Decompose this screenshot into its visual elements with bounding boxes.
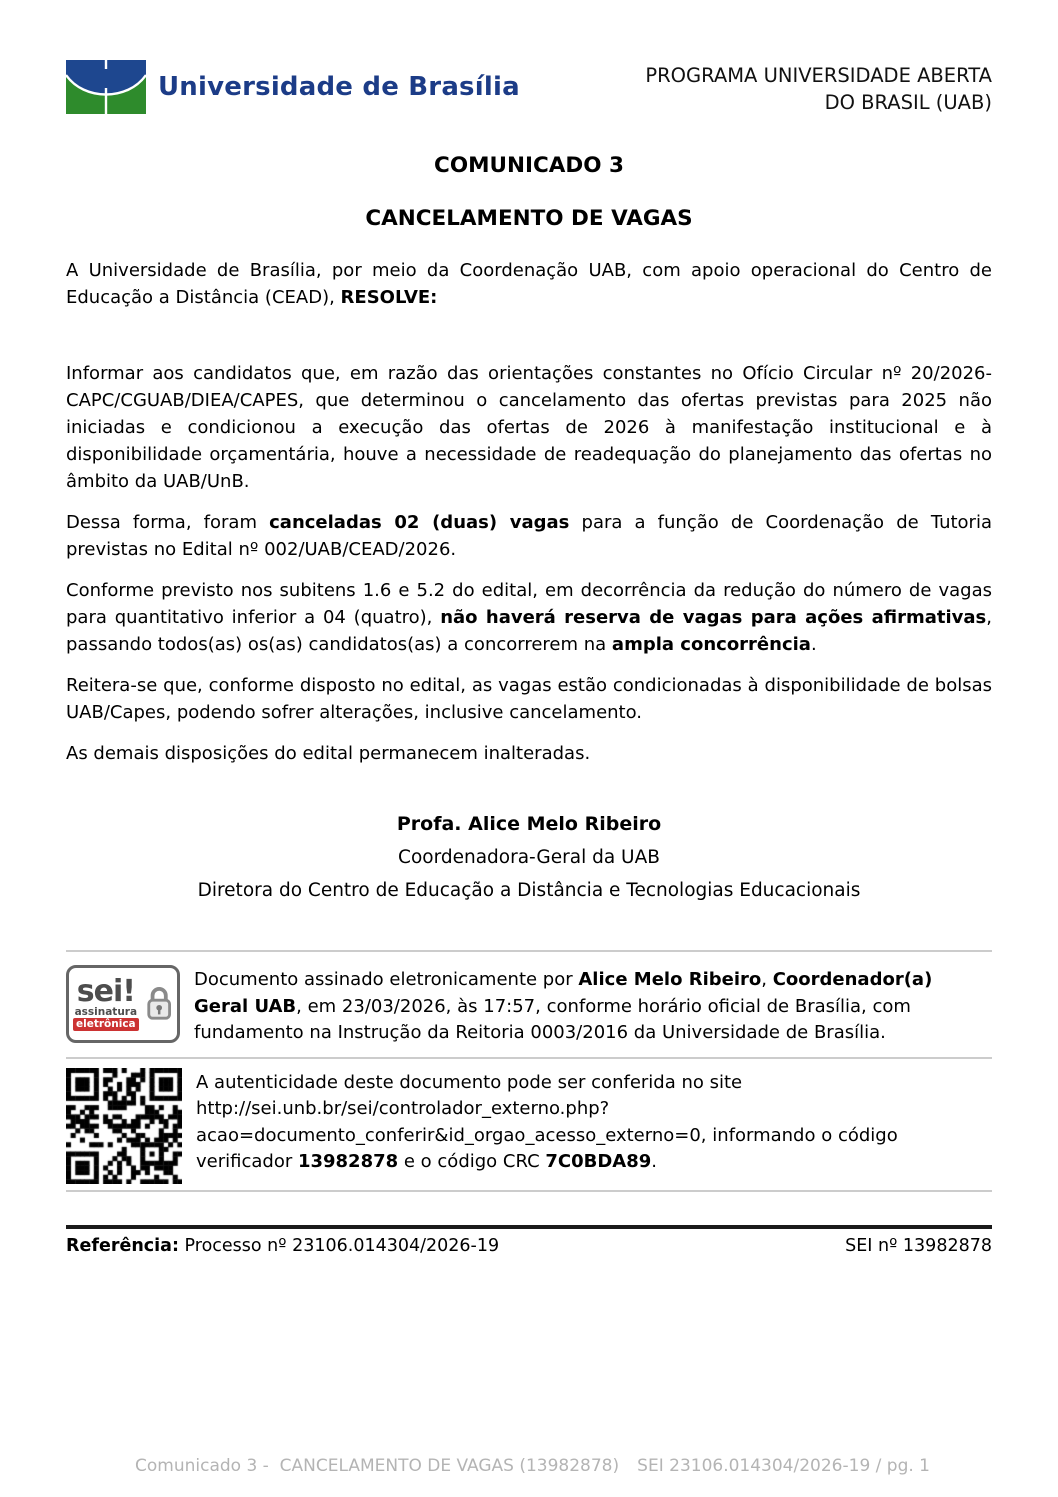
unb-brand: [66, 60, 520, 114]
reference-value: Processo nº 23106.014304/2026-19: [178, 1235, 500, 1256]
reference-divider: [66, 1225, 992, 1229]
sei-eletronica-label: eletrônica: [73, 1018, 139, 1031]
sei-brand: sei!: [76, 973, 135, 1009]
text-segment: Informar aos candidatos que, em razão das orientações constantes no Ofício Circular nº 20/2026-CAPC/CGUAB/DIEA/CAPES, que determinou o cancelamento das ofertas previstas para 2025 não iniciadas e condicionou a execução das ofertas de 2026 à manifestação institucional e à disponibilidade orçamentária, houve a necessidade de readequação do planejamento das ofertas no âmbito da UAB/UnB.: [66, 363, 992, 492]
separator-bottom: [66, 1190, 992, 1192]
text-segment: As demais disposições do edital permanecem inalteradas.: [66, 743, 591, 764]
paragraph-reitera: [66, 672, 992, 726]
qr-code: [66, 1068, 182, 1184]
page-title: COMUNICADO 3: [434, 153, 624, 178]
authenticity-block: [66, 1068, 992, 1184]
text-segment: Alice Melo Ribeiro: [578, 969, 762, 990]
reference-process: [66, 1236, 499, 1256]
page-footer: [135, 1456, 930, 1476]
signature-block: [66, 813, 992, 901]
text-segment: Reitera-se que, conforme disposto no edital, as vagas estão condicionadas à disponibilidade de bolsas UAB/Capes, podendo sofrer alterações, inclusive cancelamento.: [66, 675, 992, 723]
text-segment: , passando todos(as) os(as) candidatos(as) a concorrerem na: [66, 607, 992, 655]
separator-middle: [66, 1057, 992, 1059]
separator-top: [66, 950, 992, 952]
paragraph-demais: [66, 740, 992, 767]
text-segment: A Universidade de Brasília, por meio da Coordenação UAB, com apoio operacional do Centro de Educação a Distância (CEAD),: [66, 260, 992, 308]
paragraph-reserva-vagas: [66, 577, 992, 658]
footer-sei-page-label: SEI 23106.014304/2026-19 / pg. 1: [637, 1456, 930, 1476]
signature-statement: [194, 965, 992, 1047]
text-segment: http://sei.unb.br/sei/controlador_externo.php?: [196, 1098, 610, 1119]
unb-logo-icon: [66, 60, 146, 114]
header: [66, 0, 992, 116]
text-segment: ampla concorrência: [611, 634, 811, 655]
signer-name: Profa. Alice Melo Ribeiro: [396, 813, 662, 835]
text-segment: e o código CRC: [398, 1151, 546, 1172]
text-segment: .: [810, 634, 817, 655]
sei-logo-text: [73, 973, 139, 1031]
text-segment: 7C0BDA89: [545, 1151, 652, 1172]
text-segment: A autenticidade deste documento pode ser conferida no site: [196, 1071, 743, 1093]
reference-row: [66, 1236, 992, 1256]
sei-logo: [66, 965, 180, 1043]
footer-document-label: Comunicado 3 - CANCELAMENTO DE VAGAS (13982878): [135, 1456, 620, 1476]
paragraph-resolve: [66, 257, 992, 311]
document-body: [66, 257, 992, 767]
university-name: Universidade de Brasília: [158, 72, 520, 102]
text-segment: Conforme previsto nos subitens 1.6 e 5.2 do edital, em decorrência da redução do número de vagas para quantitativo inferior a 04 (quatro),: [66, 580, 992, 628]
paragraph-informar: [66, 360, 992, 495]
text-segment: , em 23/03/2026, às 17:57, conforme horário oficial de Brasília, com fundamento na Instrução da Reitoria 0003/2016 da Universidade de Brasília.: [194, 995, 911, 1043]
sei-assinatura-label: assinatura: [74, 1005, 138, 1018]
page-subtitle: CANCELAMENTO DE VAGAS: [365, 206, 693, 231]
authenticity-statement: [196, 1068, 992, 1176]
text-segment: Coordenador(a) Geral UAB: [194, 969, 933, 1017]
text-segment: 13982878: [297, 1151, 399, 1172]
reference-sei-number: SEI nº 13982878: [845, 1235, 992, 1256]
program-line-2: DO BRASIL (UAB): [824, 91, 992, 114]
text-segment: RESOLVE:: [340, 287, 438, 308]
program-line-1: PROGRAMA UNIVERSIDADE ABERTA: [645, 64, 992, 87]
text-segment: acao=documento_conferir&id_orgao_acesso_externo=0, informando o código: [196, 1124, 898, 1146]
text-segment: para a função de Coordenação de Tutoria previstas no Edital nº 002/UAB/CEAD/2026.: [66, 512, 992, 560]
text-segment: Dessa forma, foram: [66, 512, 270, 533]
electronic-signature-block: [66, 965, 992, 1047]
text-segment: Documento assinado eletronicamente por: [194, 969, 579, 990]
text-segment: verificador: [196, 1151, 298, 1172]
text-segment: canceladas 02 (duas) vagas: [269, 512, 570, 533]
signer-role-2: Diretora do Centro de Educação a Distância e Tecnologias Educacionais: [197, 880, 861, 901]
text-segment: .: [651, 1151, 658, 1172]
reference-label: Referência:: [66, 1235, 179, 1256]
program-title: [645, 60, 992, 116]
padlock-icon: [145, 985, 173, 1023]
signer-role-1: Coordenadora-Geral da UAB: [398, 847, 660, 868]
paragraph-canceladas: [66, 509, 992, 563]
text-segment: ,: [761, 969, 773, 990]
text-segment: não haverá reserva de vagas para ações afirmativas: [440, 607, 987, 628]
